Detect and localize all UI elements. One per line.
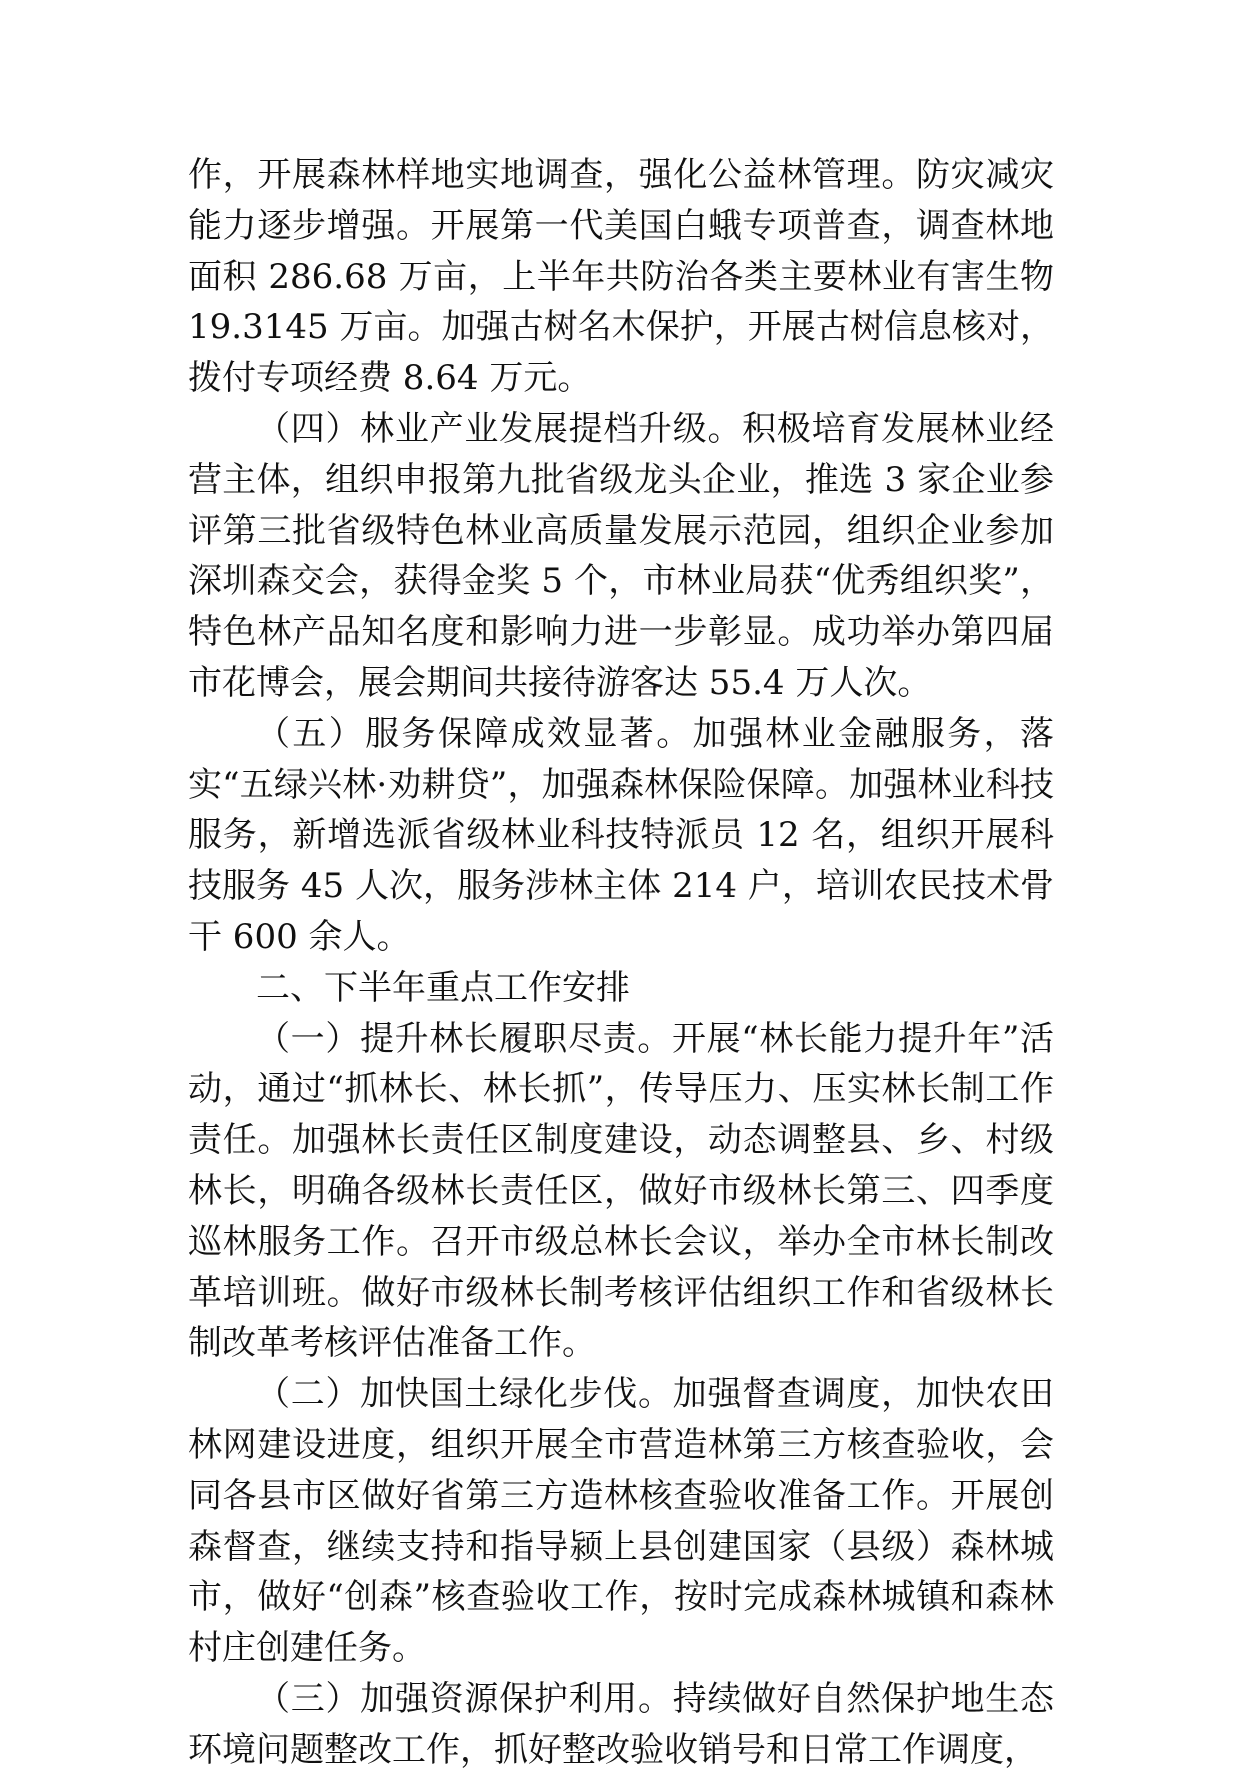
paragraph-resource-protection: （三）加强资源保护利用。持续做好自然保护地生态环境问题整改工作，抓好整改验收销号和日常工作调度，: [188, 1678, 1054, 1770]
paragraph-forest-protection: 作，开展森林样地实地调查，强化公益林管理。防灾减灾能力逐步增强。开展第一代美国白蛾专项普查，调查林地面积 286.68 万亩，上半年共防治各类主要林业有害生物 19.3145 万亩。加强古树名木保护，开展古树信息核对，拨付专项经费 8.64 万元。: [188, 155, 1054, 399]
paragraph-industry-development: （四）林业产业发展提档升级。积极培育发展林业经营主体，组织申报第九批省级龙头企业，推选 3 家企业参评第三批省级特色林业高质量发展示范园，组织企业参加深圳森交会，获得金奖 5 个，市林业局获“优秀组织奖”，特色林产品知名度和影响力进一步彰显。成功举办第四届市花博会，展会期间共接待游客达 55.4 万人次。: [188, 408, 1054, 703]
document-body: [188, 150, 1054, 1776]
section-heading-second-half-plan: 二、下半年重点工作安排: [256, 967, 630, 1008]
paragraph-land-greening: （二）加快国土绿化步伐。加强督查调度，加快农田林网建设进度，组织开展全市营造林第三方核查验收，会同各县市区做好省第三方造林核查验收准备工作。开展创森督查，继续支持和指导颍上县创建国家（县级）森林城市，做好“创森”核查验收工作，按时完成森林城镇和森林村庄创建任务。: [188, 1374, 1054, 1669]
paragraph-service-support: （五）服务保障成效显著。加强林业金融服务，落实“五绿兴林·劝耕贷”，加强森林保险保障。加强林业科技服务，新增选派省级林业科技特派员 12 名，组织开展科技服务 45 人次，服务涉林主体 214 户，培训农民技术骨干 600 余人。: [188, 713, 1054, 957]
paragraph-forest-chief-duties: （一）提升林长履职尽责。开展“林长能力提升年”活动，通过“抓林长、林长抓”，传导压力、压实林长制工作责任。加强林长责任区制度建设，动态调整县、乡、村级林长，明确各级林长责任区，做好市级林长第三、四季度巡林服务工作。召开市级总林长会议，举办全市林长制改革培训班。做好市级林长制考核评估组织工作和省级林长制改革考核评估准备工作。: [188, 1018, 1054, 1364]
